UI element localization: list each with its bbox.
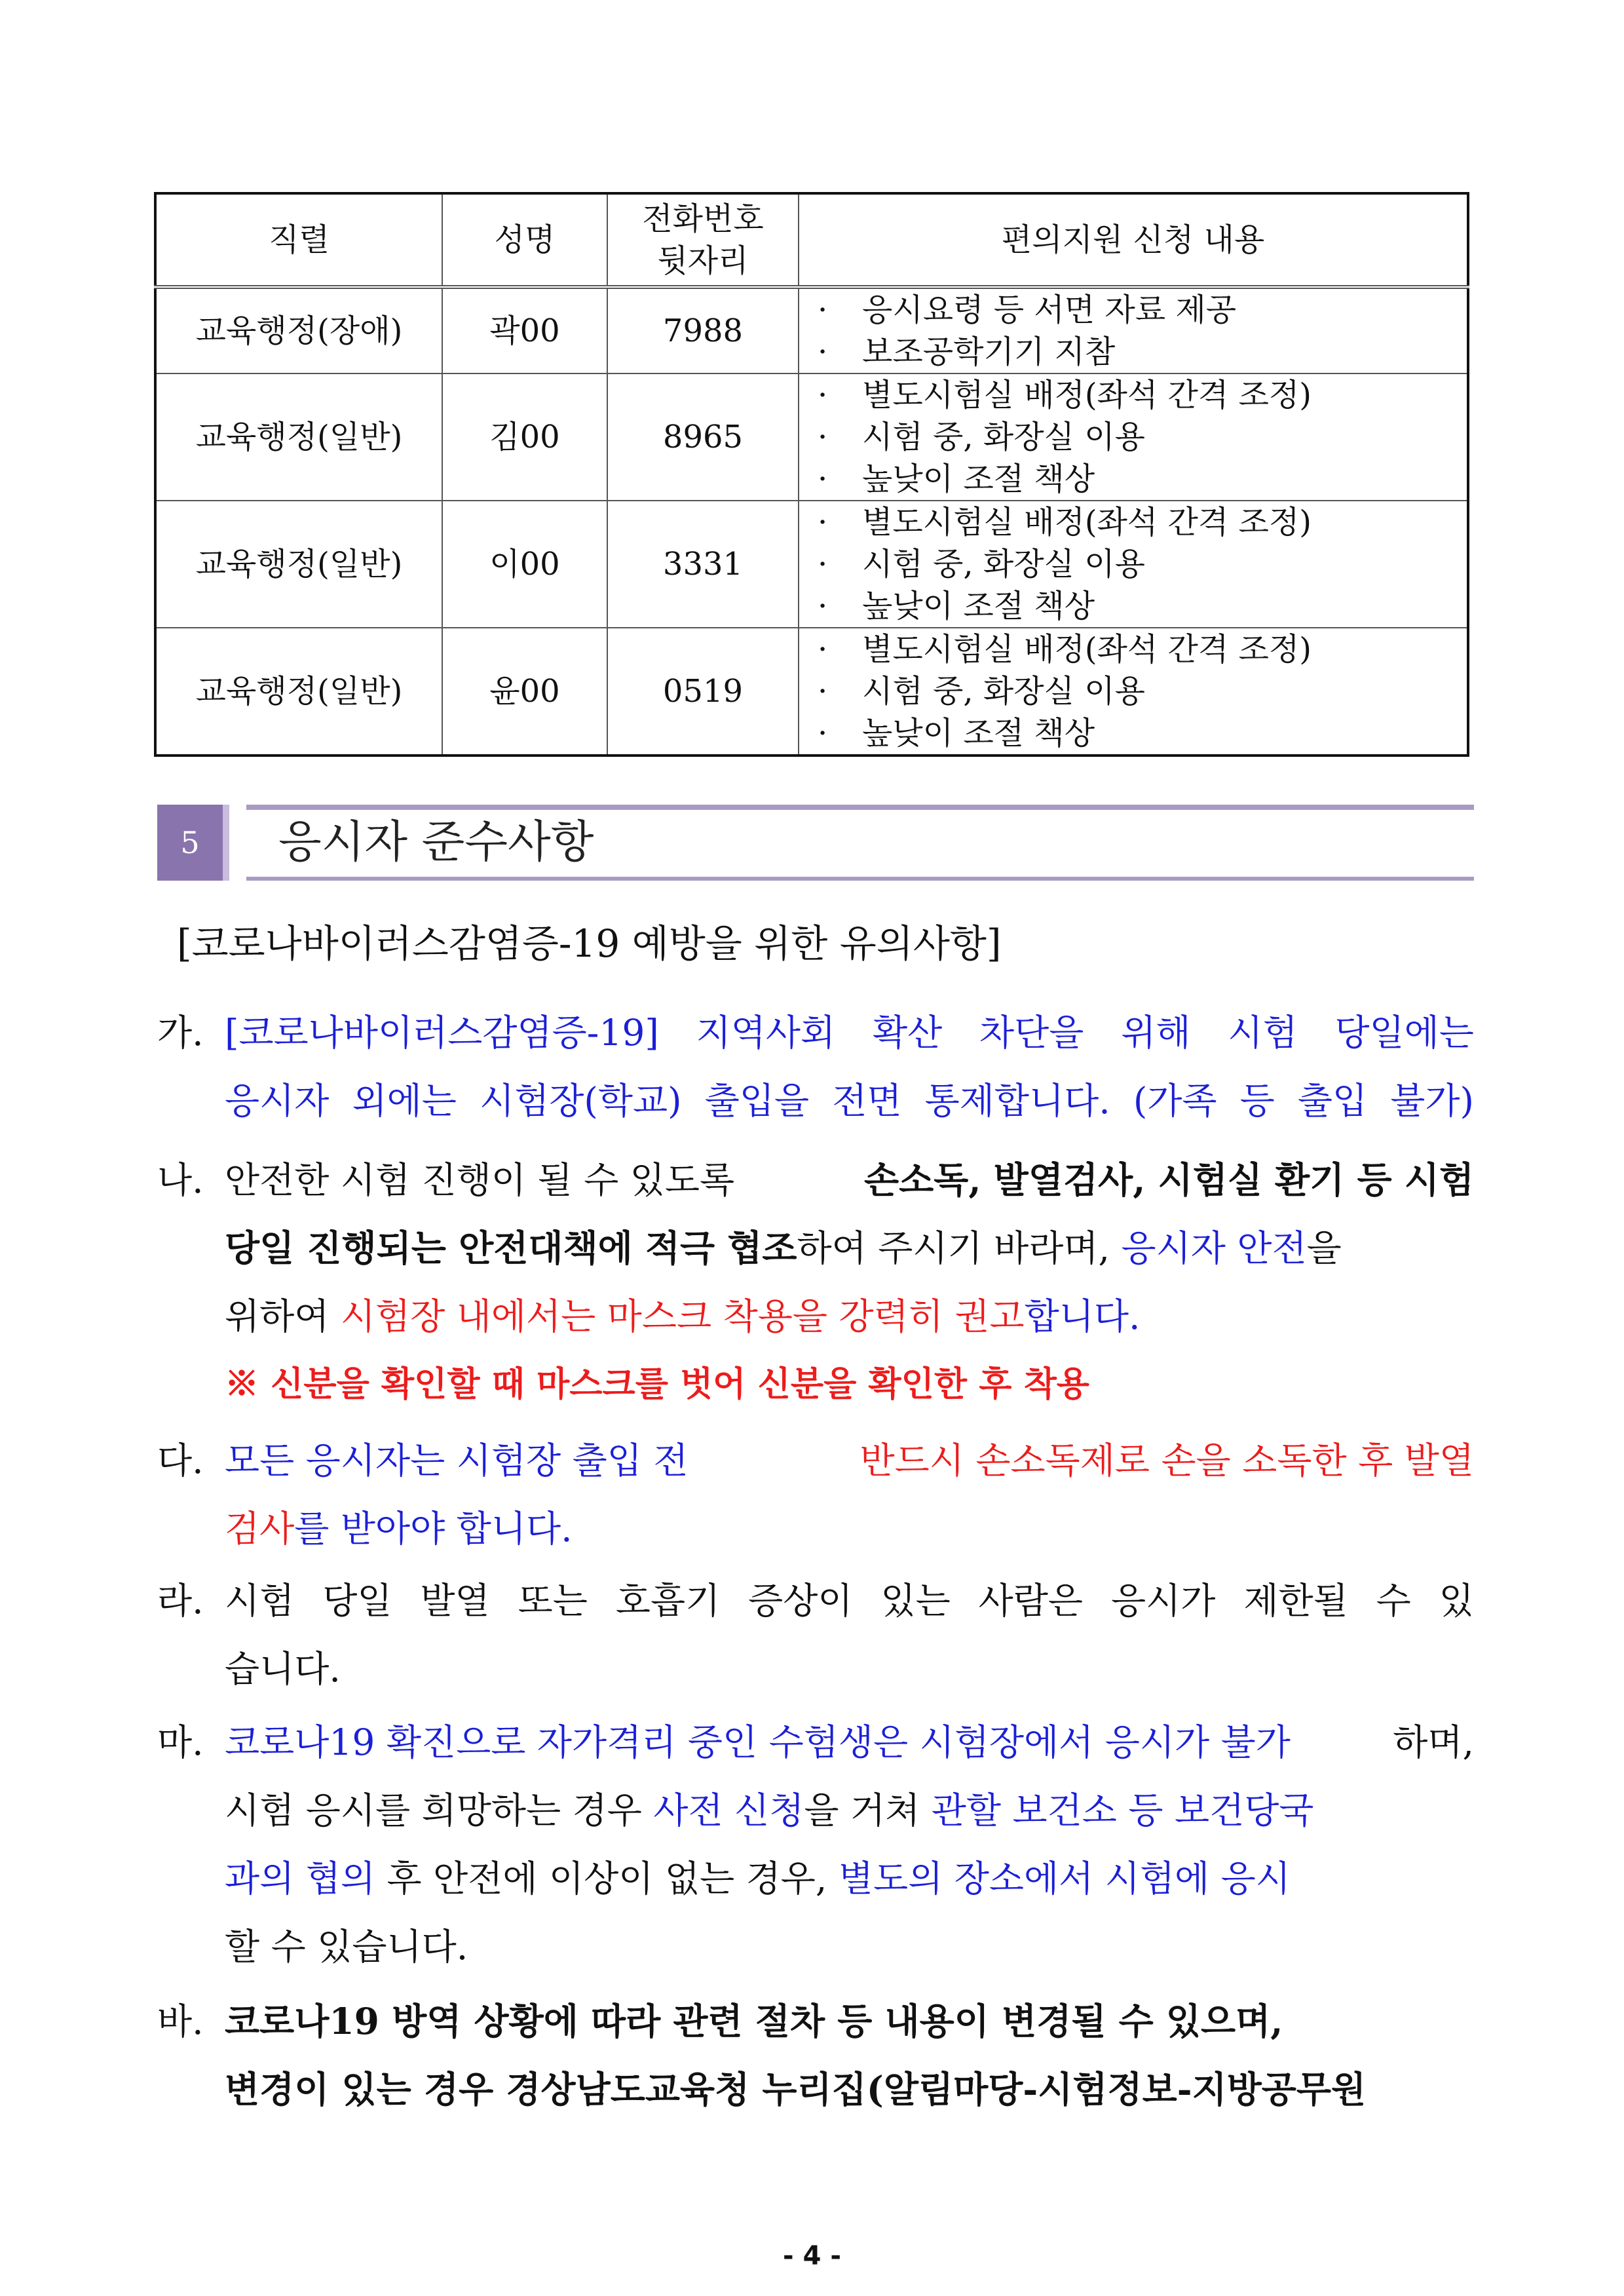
header-name: 성명	[442, 193, 607, 287]
item-text: 시험 중, 화장실 이용	[862, 546, 1145, 583]
word: 차단을	[979, 1012, 1084, 1054]
list-item	[818, 289, 1467, 331]
bullet: ·	[818, 292, 828, 328]
item-label: 마.	[157, 1721, 204, 1763]
item-line	[225, 1067, 1474, 1135]
word: 사람은	[978, 1580, 1084, 1622]
word: (가족	[1133, 1080, 1217, 1122]
line-segment-blue: 코로나19 확진으로 자가격리 중인 수험생은 시험장에서 응시가 불가	[225, 1721, 1291, 1763]
bullet: ·	[818, 504, 828, 541]
table-row	[155, 628, 1468, 756]
cell-items	[799, 287, 1468, 373]
list-item	[818, 458, 1467, 500]
section-number-badge: 5	[157, 805, 229, 881]
item-text: 별도시험실 배정(좌석 간격 조정)	[862, 504, 1312, 541]
list-item	[818, 712, 1467, 754]
item-line	[225, 1495, 1474, 1563]
notice-item-ma	[157, 1708, 1474, 1981]
list-item	[818, 501, 1467, 543]
item-text: 별도시험실 배정(좌석 간격 조정)	[862, 377, 1312, 413]
cell-items	[799, 501, 1468, 628]
list-item	[818, 331, 1467, 373]
item-text: 별도시험실 배정(좌석 간격 조정)	[862, 631, 1312, 668]
line-segment-blue: 과의 협의	[225, 1858, 376, 1900]
item-text: 높낮이 조절 책상	[862, 588, 1095, 624]
word: 등	[1239, 1080, 1275, 1122]
item-body	[225, 1426, 1474, 1563]
word: 불가)	[1390, 1080, 1474, 1122]
item-line	[225, 1845, 1474, 1913]
word: 당일에는	[1334, 1012, 1474, 1054]
word: 지역사회	[696, 1012, 836, 1054]
line-segment: 위하여	[225, 1295, 341, 1337]
table-row	[155, 287, 1468, 373]
header-job: 직렬	[155, 193, 442, 287]
item-text: 높낮이 조절 책상	[862, 715, 1095, 752]
word: 출입을	[704, 1080, 810, 1122]
item-line: 할 수 있습니다.	[225, 1926, 468, 1968]
notice-item-na	[157, 1146, 1474, 1419]
cell-name: 이00	[442, 501, 607, 628]
line-segment: 을	[1306, 1227, 1342, 1269]
item-note: ※ 신분을 확인할 때 마스크를 벗어 신분을 확인한 후 착용	[225, 1364, 1090, 1404]
item-label: 라.	[157, 1580, 204, 1622]
bullet: ·	[818, 377, 828, 413]
line-segment-blue: 사전 신청	[653, 1789, 804, 1831]
cell-items	[799, 373, 1468, 501]
notice-item-ra	[157, 1567, 1474, 1703]
line-segment: 하며,	[1393, 1721, 1474, 1763]
item-line	[225, 1567, 1474, 1635]
word: 시험장(학교)	[480, 1080, 682, 1122]
section-header	[157, 805, 1474, 881]
list-item	[818, 670, 1467, 712]
word: 확산	[872, 1012, 943, 1054]
bullet: ·	[818, 546, 828, 583]
line-segment: 후 안전에 이상이 없는 경우,	[375, 1858, 839, 1900]
line-segment-bold: 손소독, 발열검사, 시험실 환기 등 시험	[864, 1158, 1474, 1201]
cell-job: 교육행정(일반)	[155, 373, 442, 501]
cell-items	[799, 628, 1468, 756]
bullet: ·	[818, 673, 828, 710]
line-segment-red: 반드시 손소독제로 손을 소독한 후 발열	[859, 1440, 1474, 1482]
cell-job: 교육행정(장애)	[155, 287, 442, 373]
list-item	[818, 416, 1467, 458]
header-phone-text: 전화번호 뒷자리	[642, 201, 764, 279]
word: 제한될	[1243, 1580, 1348, 1622]
item-line	[225, 1214, 1474, 1282]
item-body	[225, 1146, 1474, 1419]
item-line	[225, 999, 1474, 1067]
word: 응시가	[1111, 1580, 1216, 1622]
table-row	[155, 373, 1468, 501]
line-segment-red: 검사	[225, 1508, 295, 1550]
bullet: ·	[818, 419, 828, 455]
item-text: 응시요령 등 서면 자료 제공	[862, 292, 1237, 328]
item-label: 나.	[157, 1159, 204, 1201]
word: 있는	[880, 1580, 951, 1622]
item-body	[225, 1987, 1474, 2124]
word: 외에는	[352, 1080, 457, 1122]
word: 시험	[225, 1580, 295, 1622]
item-line: 습니다.	[225, 1648, 341, 1690]
line-segment: 시험 응시를 희망하는 경우	[225, 1789, 654, 1831]
word: 호흡기	[615, 1580, 721, 1622]
cell-job: 교육행정(일반)	[155, 501, 442, 628]
item-text: 높낮이 조절 책상	[862, 461, 1095, 497]
notice-item-ba	[157, 1987, 1474, 2124]
line-segment: 을 거쳐	[804, 1789, 932, 1831]
word: 통제합니다.	[924, 1080, 1110, 1122]
line-segment-red: 시험장 내에서는 마스크 착용을 강력히 권고	[340, 1295, 1025, 1337]
line-segment-blue: 별도의 장소에서 시험에 응시	[838, 1858, 1291, 1900]
word: 시험	[1228, 1012, 1298, 1054]
line-segment-blue: 관할 보건소 등 보건당국	[931, 1789, 1314, 1831]
item-line	[225, 1426, 1474, 1495]
cell-name: 윤00	[442, 628, 607, 756]
item-line: 변경이 있는 경우 경상남도교육청 누리집(알림마당-시험정보-지방공무원	[225, 2068, 1367, 2111]
bullet: ·	[818, 334, 828, 370]
item-line: 코로나19 방역 상황에 따라 관련 절차 등 내용이 변경될 수 있으며,	[225, 2000, 1283, 2042]
bullet: ·	[818, 715, 828, 752]
list-item	[818, 374, 1467, 416]
list-item	[818, 585, 1467, 627]
line-segment-bold: 당일 진행되는 안전대책에 적극 협조	[225, 1227, 797, 1269]
item-text: 보조공학기기 지참	[862, 334, 1116, 370]
list-item	[818, 543, 1467, 585]
word: 위해	[1121, 1012, 1191, 1054]
line-segment-blue: 응시자 안전	[1121, 1227, 1307, 1269]
cell-phone: 0519	[607, 628, 799, 756]
item-line	[225, 1282, 1474, 1350]
item-body	[225, 1567, 1474, 1703]
word: 또는	[518, 1580, 588, 1622]
word: 응시자	[225, 1080, 330, 1122]
bullet: ·	[818, 461, 828, 497]
word: 있	[1439, 1580, 1474, 1622]
table-header-row	[155, 193, 1468, 287]
word: 발열	[420, 1580, 490, 1622]
item-text: 시험 중, 화장실 이용	[862, 419, 1145, 455]
cell-job: 교육행정(일반)	[155, 628, 442, 756]
notice-item-da	[157, 1426, 1474, 1563]
item-text: 시험 중, 화장실 이용	[862, 673, 1145, 710]
item-line	[225, 1776, 1474, 1845]
item-label: 다.	[157, 1440, 204, 1482]
subheading: [코로나바이러스감염증-19 예방을 위한 유의사항]	[177, 921, 1002, 966]
item-body	[225, 999, 1474, 1135]
cell-phone: 8965	[607, 373, 799, 501]
header-phone	[607, 193, 799, 287]
line-segment: 하여 주시기 바라며,	[797, 1227, 1122, 1269]
word: 전면	[832, 1080, 902, 1122]
line-segment-blue: 합니다.	[1024, 1295, 1141, 1337]
line-segment-blue: 모든 응시자는 시험장 출입 전	[225, 1440, 700, 1482]
word: 당일	[322, 1580, 392, 1622]
word: 증상이	[748, 1580, 853, 1622]
cell-phone: 7988	[607, 287, 799, 373]
line-segment-blue: 를 받아야 합니다.	[294, 1508, 573, 1550]
table-row	[155, 501, 1468, 628]
item-line	[225, 1708, 1474, 1776]
header-accommodation: 편의지원 신청 내용	[799, 193, 1468, 287]
cell-name: 김00	[442, 373, 607, 501]
list-item	[818, 628, 1467, 670]
line-segment: 안전한 시험 진행이 될 수 있도록	[225, 1159, 735, 1201]
bullet: ·	[818, 631, 828, 668]
item-line	[225, 1146, 1474, 1214]
cell-phone: 3331	[607, 501, 799, 628]
item-label: 가.	[157, 1012, 204, 1054]
cell-name: 곽00	[442, 287, 607, 373]
word: 수	[1376, 1580, 1411, 1622]
bullet: ·	[818, 588, 828, 624]
page-number: - 4 -	[783, 2241, 841, 2271]
section-title: 응시자 준수사항	[278, 816, 594, 868]
item-label: 바.	[157, 2000, 204, 2042]
notice-item-ga	[157, 999, 1474, 1135]
word: [코로나바이러스감염증-19]	[225, 1012, 659, 1054]
word: 출입	[1297, 1080, 1368, 1122]
applicant-accommodation-table	[154, 192, 1469, 757]
item-body	[225, 1708, 1474, 1981]
